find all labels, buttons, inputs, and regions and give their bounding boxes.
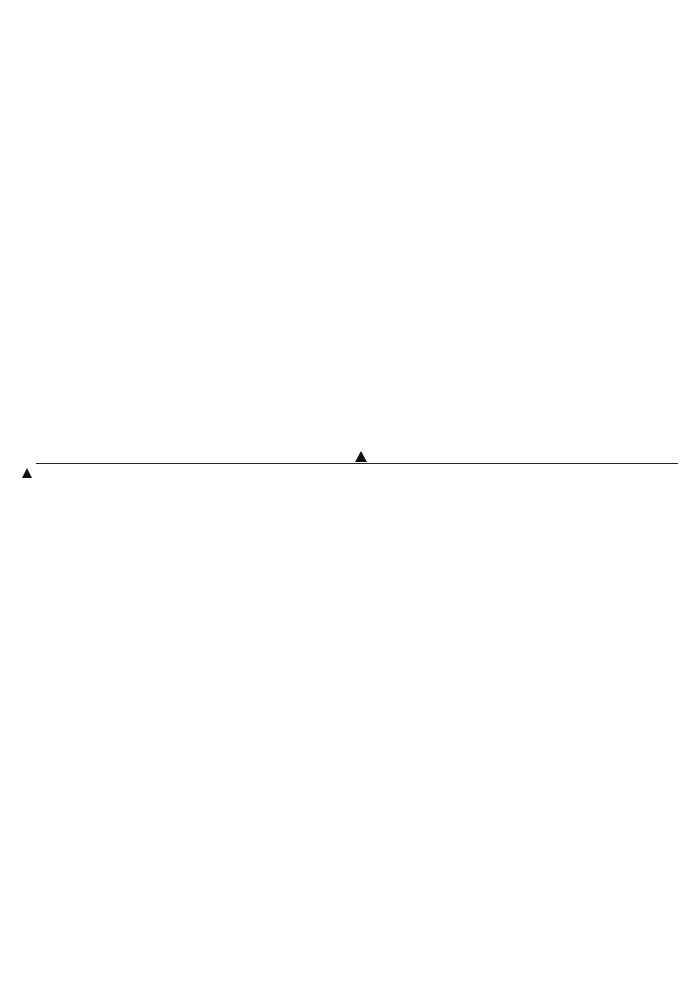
answer-line-q10[interactable] [36, 463, 678, 464]
answer-marker-icon [355, 451, 367, 462]
question-11 [14, 466, 679, 486]
answer-marker-icon [22, 468, 32, 478]
